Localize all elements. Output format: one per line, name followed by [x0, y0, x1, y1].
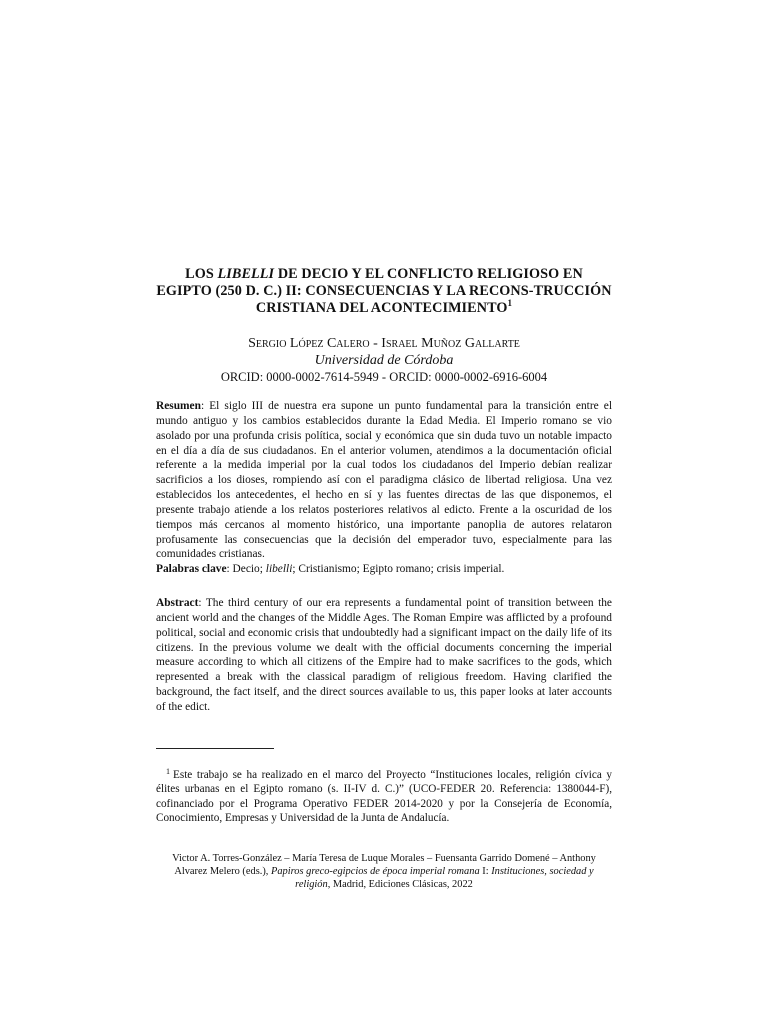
footnote-number: 1 — [166, 767, 170, 776]
abstract-label: Abstract — [156, 597, 199, 609]
keywords-italic: libelli — [265, 563, 293, 576]
credits-book-title: Papiros greco-egipcios de época imperial romana — [271, 866, 480, 878]
keywords-a: : Decio; — [226, 563, 266, 576]
footnote-divider — [156, 748, 274, 749]
author-block — [156, 335, 612, 386]
credits-publisher: , Madrid, Ediciones Clásicas, 2022 — [327, 879, 473, 891]
resumen-paragraph — [156, 399, 612, 562]
author-orcid: ORCID: 0000-0002-7614-5949 - ORCID: 0000-0002-6916-6004 — [220, 370, 548, 384]
resumen-text: : El siglo III de nuestra era supone un punto fundamental para la transición entre el mundo antiguo y los cambios establecidos durante la Edad Media. El Imperio romano se vio asolado por una profunda crisis política, social y económica que sin duda tuvo un notable impacto en el día a día de sus ciudadanos. En el anterior volumen, atendimos a la documentación oficial referente a la medida imperial por la cual todos los ciudadanos del Imperio debían realizar sacrificios a los dioses, rompiendo así con el paradigma clásico de libertad religiosa. Una vez establecidos los antecedentes, el hecho en sí y las fuentes directas de las que disponemos, el presente trabajo atiende a los relatos posteriores relativos al edicto. Frente a la oscuridad de los tiempos más cercanos al momento histórico, una importante panoplia de autores relataron profusamente las consecuencias que la decisión del emperador tuvo, especialmente para las comunidades cristianas. — [156, 400, 612, 561]
keywords-paragraph — [156, 562, 612, 577]
credits-volume: I: — [479, 866, 492, 878]
title-part2: DE DECIO Y EL CONFLICTO RELIGIOSO EN EGIPTO (250 D. C.) II: CONSECUENCIAS Y LA RECONS-TRUCCIÓN CRISTIANA DEL ACONTECIMIENTO — [156, 266, 612, 316]
abstract-text: : The third century of our era represents a fundamental point of transition between the ancient world and the changes of the Middle Ages. The Roman Empire was afflicted by a profound political, social and economic crisis that undoubtedly had a significant impact on the daily life of its citizens. In the previous volume we dealt with the official documents concerning the imperial measure according to which all citizens of the Empire had to make sacrifices to the gods, which represented a break with the classical paradigm of religious freedom. Having clarified the background, the fact itself, and the direct sources available to us, this paper looks at later accounts of the edict. — [156, 597, 612, 713]
keywords-b: ; Cristianismo; Egipto romano; crisis imperial. — [292, 563, 505, 576]
resumen-section — [156, 399, 612, 577]
title-italic: LIBELLI — [217, 266, 275, 282]
author-names: Sergio López Calero - Israel Muñoz Gallarte — [248, 336, 520, 351]
author-affiliation: Universidad de Córdoba — [314, 353, 454, 368]
credits-subtitle: Instituciones, sociedad y religión — [295, 866, 594, 891]
keywords-label: Palabras clave — [156, 563, 227, 576]
resumen-label: Resumen — [156, 400, 201, 412]
title-footnote-ref[interactable]: 1 — [507, 298, 513, 308]
abstract-section — [156, 596, 612, 715]
book-credits — [156, 852, 612, 892]
abstract-paragraph — [156, 596, 612, 715]
credits-editors: Victor A. Torres-González – María Teresa de Luque Morales – Fuensanta Garrido Domené – Anthony Alvarez Melero (eds.), — [172, 853, 596, 878]
footnote-text: Este trabajo se ha realizado en el marco del Proyecto “Instituciones locales, religión cívica y élites urbanas en el Egipto romano (s. II-IV d. C.)” (UCO-FEDER 20. Referencia: 1380044-F), cofinanciado por el Programa Operativo FEDER 2014-2020 y por la Consejería de Economía, Conocimiento, Empresas y Universidad de la Junta de Andalucía. — [156, 769, 612, 825]
footnote — [156, 768, 612, 826]
title-part1: LOS — [185, 266, 218, 282]
article-title — [156, 266, 612, 317]
